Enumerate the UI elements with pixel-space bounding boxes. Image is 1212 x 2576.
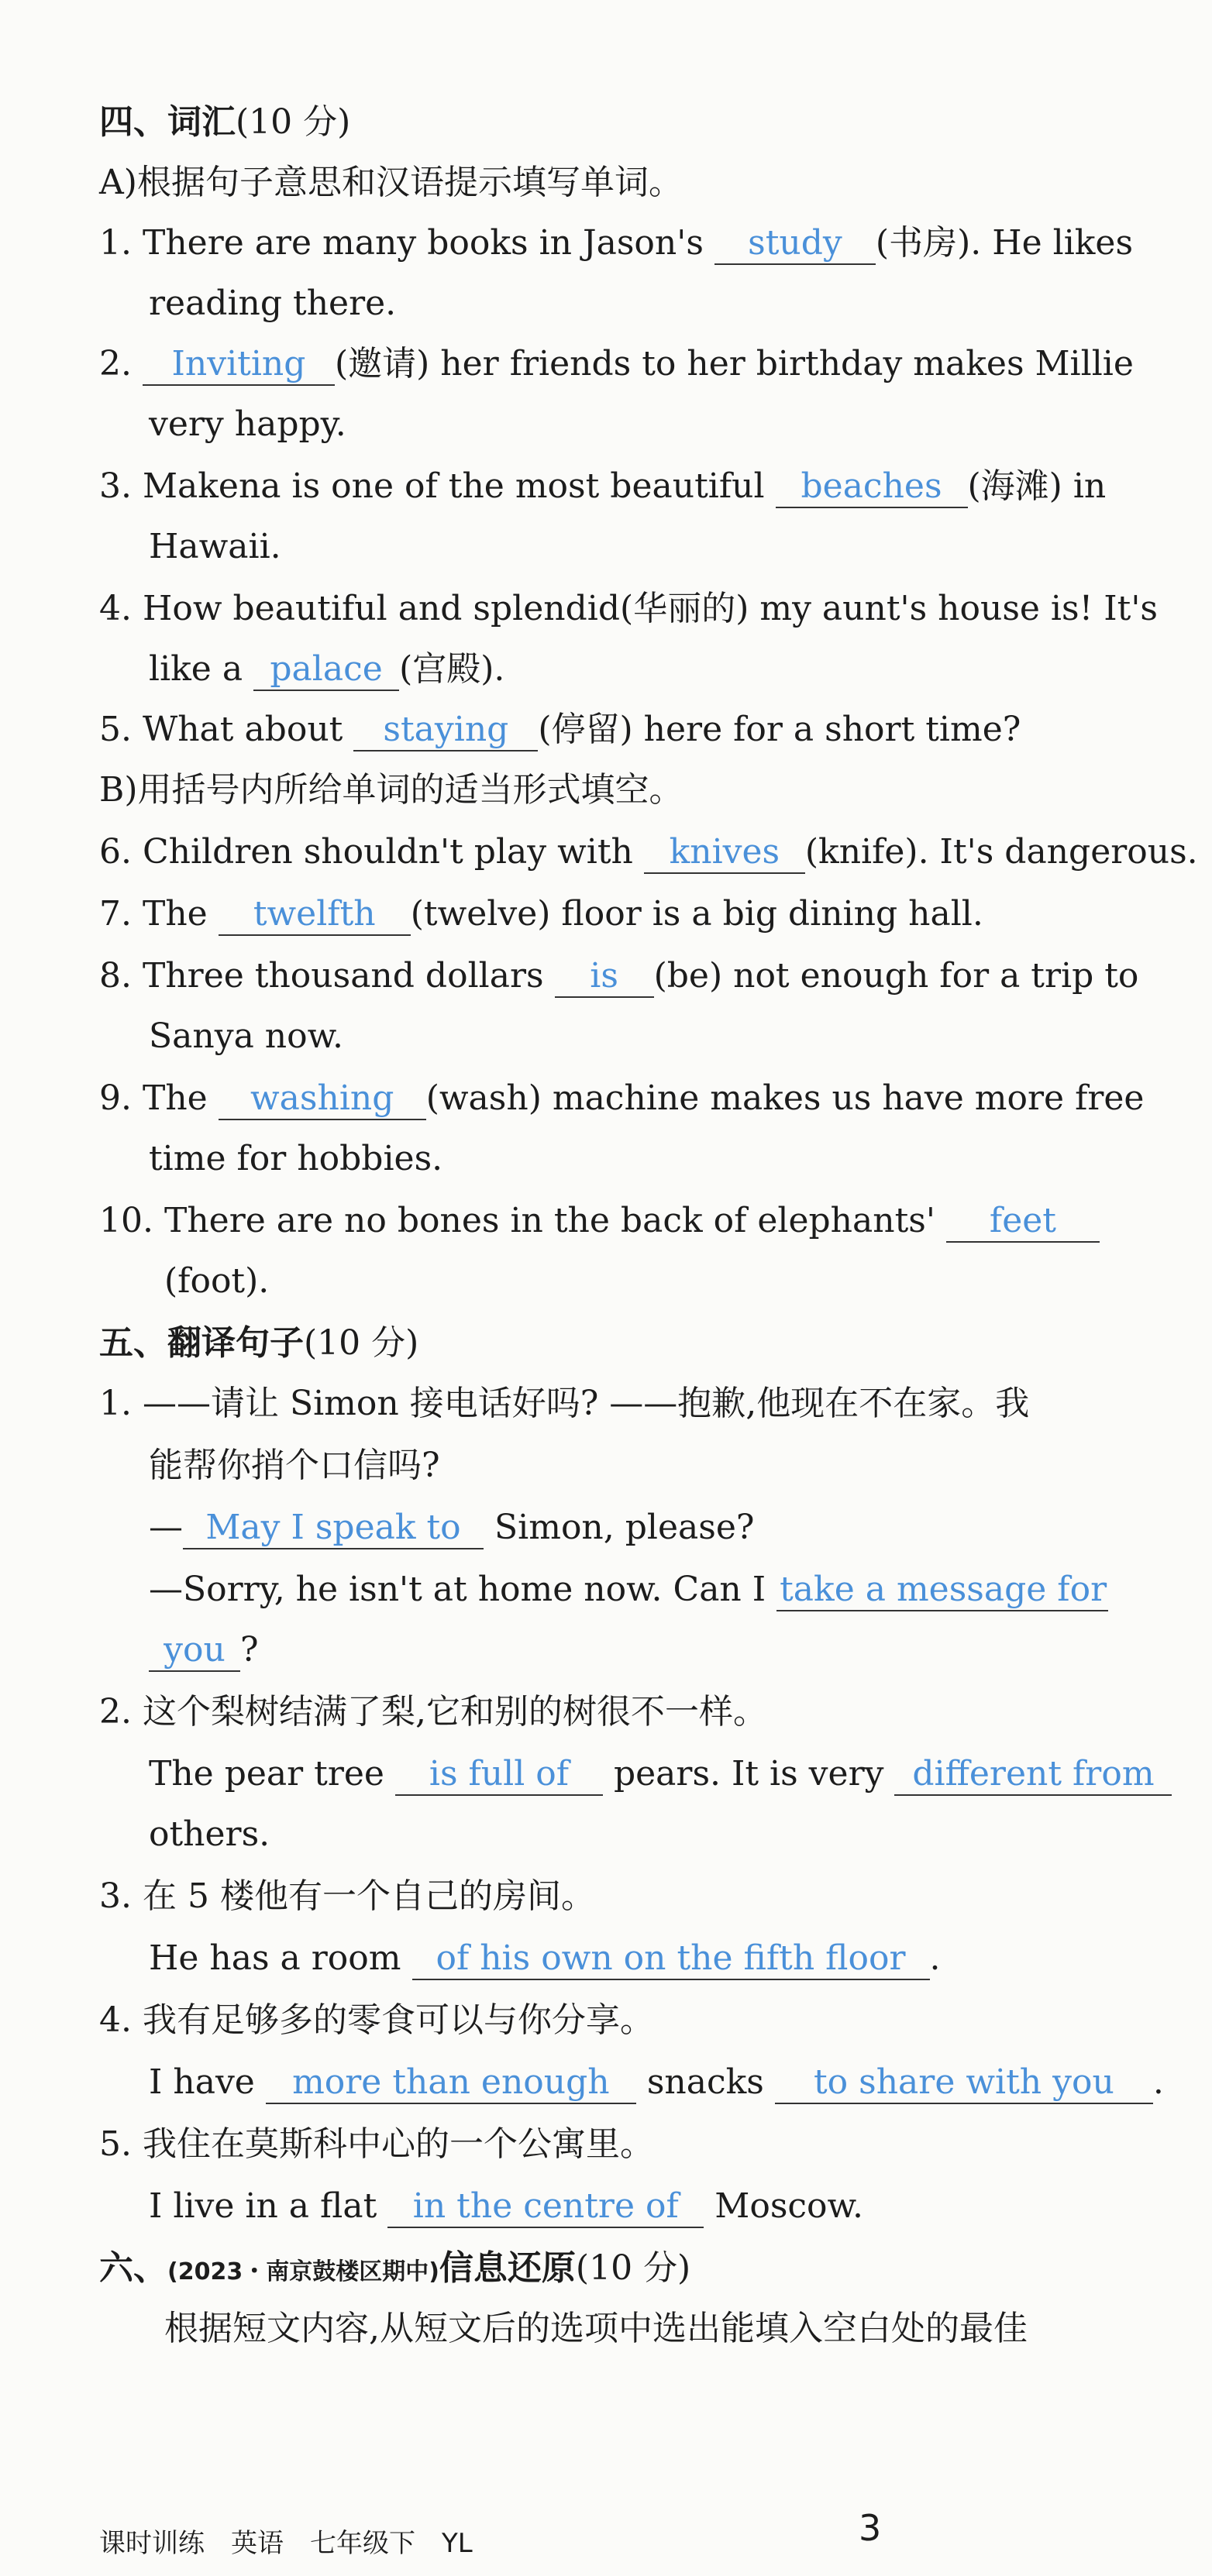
part-instruction: A)根据句子意思和汉语提示填写单词。	[99, 163, 683, 202]
translation-1-answer-3	[149, 1627, 259, 1673]
question-text: (宫殿).	[399, 649, 505, 689]
question-8	[99, 953, 1138, 999]
section-score: (10 分)	[304, 1323, 419, 1363]
question-text: (邀请) her friends to her birthday makes Millie	[334, 344, 1134, 383]
answer-blank: palace	[253, 649, 399, 691]
translation-4	[99, 1997, 654, 2044]
question-number: 5.	[99, 710, 132, 749]
answer-blank: feet	[946, 1201, 1100, 1243]
chinese-sentence: 我住在莫斯科中心的一个公寓里。	[142, 2124, 654, 2164]
question-number: 2.	[99, 1692, 132, 1732]
translation-3	[99, 1873, 595, 1920]
translation-1-answer-2	[149, 1567, 1108, 1613]
question-number: 10.	[99, 1201, 153, 1240]
answer-blank: study	[714, 223, 876, 265]
chinese-sentence: 在 5 楼他有一个自己的房间。	[142, 1876, 595, 1916]
answer-blank: knives	[644, 832, 805, 874]
english-text: pears. It is very	[613, 1754, 884, 1794]
translation-3-answer	[149, 1935, 941, 1982]
answer-blank: staying	[353, 710, 538, 751]
punctuation: .	[929, 1938, 941, 1978]
question-4-cont	[149, 646, 504, 693]
section-heading	[99, 2245, 690, 2296]
section-heading	[99, 99, 350, 146]
question-number: 1.	[99, 1384, 132, 1423]
translation-2-cont: others.	[149, 1814, 270, 1854]
question-2-cont: very happy.	[149, 404, 346, 444]
english-text: The pear tree	[149, 1754, 384, 1794]
question-7	[99, 891, 983, 937]
english-text: He has a room	[149, 1938, 401, 1978]
question-text: There are many books in Jason's	[142, 223, 704, 263]
question-number: 7.	[99, 894, 132, 934]
section-score: (10 分)	[236, 102, 351, 142]
english-text: snacks	[646, 2062, 764, 2102]
question-number: 5.	[99, 2124, 132, 2164]
section-intro: 根据短文内容,从短文后的选项中选出能填入空白处的最佳	[164, 2309, 1028, 2348]
answer-blank: different from	[894, 1754, 1172, 1796]
question-number: 1.	[99, 223, 132, 263]
question-text: Makena is one of the most beautiful	[142, 466, 765, 506]
question-number: 4.	[99, 2000, 132, 2040]
question-number: 6.	[99, 832, 132, 872]
punctuation: ?	[240, 1630, 259, 1670]
translation-5-answer	[149, 2183, 863, 2230]
section-heading	[99, 1320, 418, 1367]
answer-blank: washing	[219, 1078, 426, 1120]
question-2	[99, 341, 1134, 387]
answer-blank: take a message for	[776, 1570, 1108, 1611]
section-title: 五、翻译句子	[99, 1323, 304, 1363]
english-text: I live in a flat	[149, 2186, 377, 2226]
question-text: The	[142, 894, 208, 934]
english-text: Simon, please?	[494, 1508, 755, 1547]
answer-blank: in the centre of	[387, 2186, 704, 2228]
part-instruction: B)用括号内所给单词的适当形式填空。	[99, 770, 683, 810]
question-5	[99, 707, 1021, 753]
answer-blank: beaches	[776, 466, 968, 508]
question-3	[99, 463, 1106, 510]
section-number: 六、	[99, 2248, 167, 2288]
translation-4-answer	[149, 2059, 1164, 2106]
question-4	[99, 586, 1158, 632]
chinese-sentence: 这个梨树结满了梨,它和别的树很不一样。	[142, 1692, 767, 1732]
translation-1	[99, 1381, 1029, 1427]
question-text: Three thousand dollars	[142, 956, 544, 996]
footer-text: 课时训练 英语 七年级下 YL	[99, 2528, 473, 2559]
question-text: (停留) here for a short time?	[538, 710, 1021, 749]
english-text: —Sorry, he isn't at home now. Can I	[149, 1570, 766, 1609]
answer-blank: is	[555, 956, 654, 998]
punctuation: .	[1152, 2062, 1164, 2102]
question-text: (海滩) in	[967, 466, 1107, 506]
translation-1-answer	[149, 1505, 754, 1551]
question-number: 2.	[99, 344, 132, 383]
question-9	[99, 1075, 1144, 1122]
question-text: (twelve) floor is a big dining hall.	[410, 894, 983, 934]
answer-blank: twelfth	[219, 894, 411, 936]
question-9-cont: time for hobbies.	[149, 1139, 443, 1178]
question-1	[99, 220, 1133, 267]
english-text: I have	[149, 2062, 255, 2102]
question-10	[99, 1198, 1100, 1244]
question-text: There are no bones in the back of elephants'	[164, 1201, 935, 1240]
translation-5	[99, 2121, 654, 2168]
translation-2	[99, 1689, 767, 1735]
section-title: 信息还原	[439, 2248, 576, 2288]
source-note: (2023・南京鼓楼区期中)	[167, 2258, 439, 2285]
question-number: 4.	[99, 589, 132, 628]
question-8-cont: Sanya now.	[149, 1016, 344, 1056]
question-text: What about	[142, 710, 343, 749]
chinese-sentence: 我有足够多的零食可以与你分享。	[142, 2000, 654, 2040]
translation-1-cont: 能帮你捎个口信吗?	[149, 1446, 440, 1485]
answer-blank: more than enough	[266, 2062, 636, 2104]
question-text: The	[142, 1078, 208, 1118]
dash: —	[149, 1508, 183, 1547]
page-number: 3	[859, 2507, 882, 2549]
chinese-sentence: ——请让 Simon 接电话好吗? ——抱歉,他现在不在家。我	[142, 1384, 1030, 1423]
question-text: (knife). It's dangerous.	[804, 832, 1198, 872]
section-title: 四、词汇	[99, 102, 236, 142]
question-number: 8.	[99, 956, 132, 996]
english-text: Moscow.	[714, 2186, 863, 2226]
question-number: 3.	[99, 466, 132, 506]
question-text: How beautiful and splendid(华丽的) my aunt's house is! It's	[142, 589, 1158, 628]
question-number: 9.	[99, 1078, 132, 1118]
answer-blank: is full of	[395, 1754, 603, 1796]
question-text: (书房). He likes	[875, 223, 1134, 263]
question-text: (wash) machine makes us have more free	[425, 1078, 1145, 1118]
translation-2-answer	[149, 1751, 1172, 1797]
answer-blank: May I speak to	[183, 1508, 484, 1549]
answer-blank: you	[149, 1630, 240, 1672]
question-6	[99, 829, 1198, 875]
question-text: (be) not enough for a trip to	[653, 956, 1139, 996]
question-10-cont: (foot).	[164, 1261, 270, 1301]
question-text: like a	[149, 649, 243, 689]
answer-blank: Inviting	[143, 344, 335, 386]
question-1-cont: reading there.	[149, 284, 397, 323]
answer-blank: to share with you	[775, 2062, 1153, 2104]
question-number: 3.	[99, 1876, 132, 1916]
section-score: (10 分)	[575, 2248, 691, 2288]
question-3-cont: Hawaii.	[149, 527, 281, 566]
question-text: Children shouldn't play with	[142, 832, 633, 872]
answer-blank: of his own on the fifth floor	[412, 1938, 930, 1980]
